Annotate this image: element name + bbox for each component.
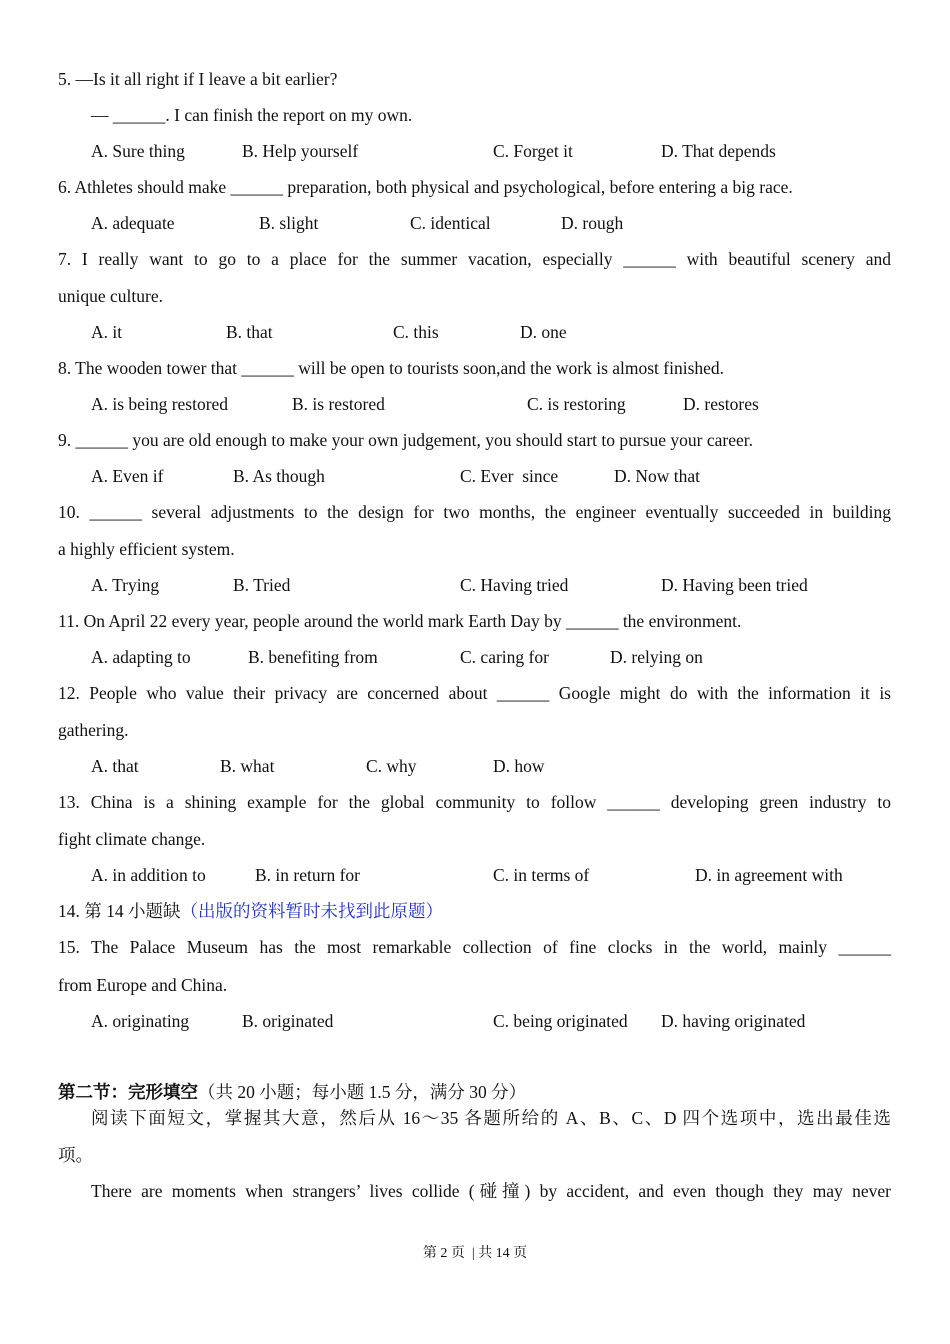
q7-option-a: A. it bbox=[91, 322, 123, 342]
q15-stem: 15. The Palace Museum has the most remarkable collection of fine clocks in the world, mainly ______ bbox=[58, 937, 891, 957]
q11-option-b: B. benefiting from bbox=[248, 647, 378, 667]
q8-option-d: D. restores bbox=[683, 394, 759, 414]
q15-option-a: A. originating bbox=[91, 1011, 190, 1031]
q15-option-b: B. originated bbox=[242, 1011, 334, 1031]
q9-option-b: B. As though bbox=[233, 466, 325, 486]
q13-option-a: A. in addition to bbox=[91, 865, 206, 885]
q7-option-d: D. one bbox=[520, 322, 567, 342]
q8-stem: 8. The wooden tower that ______ will be open to tourists soon,and the work is almost finished. bbox=[58, 358, 725, 378]
q12-option-d: D. how bbox=[493, 756, 545, 776]
q9-stem: 9. ______ you are old enough to make your own judgement, you should start to pursue your career. bbox=[58, 430, 753, 450]
q11-option-c: C. caring for bbox=[460, 647, 549, 667]
q6-option-b: B. slight bbox=[259, 213, 319, 233]
q15-option-d: D. having originated bbox=[661, 1011, 806, 1031]
q5-option-a: A. Sure thing bbox=[91, 141, 185, 161]
q5-stem: 5. —Is it all right if I leave a bit earlier? bbox=[58, 69, 338, 89]
q12-stem: 12. People who value their privacy are concerned about ______ Google might do with the information it is bbox=[58, 683, 891, 703]
q13-option-b: B. in return for bbox=[255, 865, 360, 885]
q10-option-b: B. Tried bbox=[233, 575, 291, 595]
q11-option-d: D. relying on bbox=[610, 647, 703, 667]
q13-option-d: D. in agreement with bbox=[695, 865, 843, 885]
q14-missing-note: （出版的资料暂时未找到此原题） bbox=[180, 901, 443, 921]
q8-option-a: A. is being restored bbox=[91, 394, 229, 414]
q12-option-a: A. that bbox=[91, 756, 139, 776]
q6-option-c: C. identical bbox=[410, 213, 491, 233]
q12-stem-2: gathering. bbox=[58, 720, 129, 740]
q8-option-b: B. is restored bbox=[292, 394, 385, 414]
q14-stem: 14. 第 14 小题缺 bbox=[58, 901, 181, 921]
q11-stem: 11. On April 22 every year, people around the world mark Earth Day by ______ the environment. bbox=[58, 611, 742, 631]
q10-option-d: D. Having been tried bbox=[661, 575, 808, 595]
q7-stem-2: unique culture. bbox=[58, 286, 163, 306]
q11-option-a: A. adapting to bbox=[91, 647, 191, 667]
q15-stem-2: from Europe and China. bbox=[58, 975, 228, 995]
q6-stem: 6. Athletes should make ______ preparation, both physical and psychological, before entering a big race. bbox=[58, 177, 793, 197]
page-footer: 第 2 页 | 共 14 页 bbox=[422, 1246, 528, 1261]
q10-option-a: A. Trying bbox=[91, 575, 160, 595]
q14-line bbox=[58, 900, 443, 922]
q7-option-b: B. that bbox=[226, 322, 273, 342]
q5-stem-2: — ______. I can finish the report on my own. bbox=[91, 105, 413, 125]
q6-option-d: D. rough bbox=[561, 213, 624, 233]
q6-option-a: A. adequate bbox=[91, 213, 175, 233]
q5-option-b: B. Help yourself bbox=[242, 141, 359, 161]
q12-option-c: C. why bbox=[366, 756, 417, 776]
q10-option-c: C. Having tried bbox=[460, 575, 569, 595]
q13-option-c: C. in terms of bbox=[493, 865, 590, 885]
passage-first-line: There are moments when strangers’ lives collide (碰撞) by accident, and even though they may never bbox=[91, 1181, 891, 1201]
q9-option-c: C. Ever since bbox=[460, 466, 559, 486]
q8-option-c: C. is restoring bbox=[527, 394, 626, 414]
q7-option-c: C. this bbox=[393, 322, 439, 342]
q15-option-c: C. being originated bbox=[493, 1011, 628, 1031]
section-2-instruction: 阅读下面短文，掌握其大意，然后从 16～35 各题所给的 A、B、C、D 四个选项中，选出最佳选 bbox=[91, 1108, 891, 1128]
section-2-heading: 第二节：完形填空 bbox=[58, 1082, 198, 1102]
q13-stem-2: fight climate change. bbox=[58, 829, 206, 849]
q10-stem: 10. ______ several adjustments to the design for two months, the engineer eventually succeeded in building bbox=[58, 502, 891, 522]
section-2-instruction-2: 项。 bbox=[58, 1145, 93, 1165]
q13-stem: 13. China is a shining example for the global community to follow ______ developing green industry to bbox=[58, 792, 891, 812]
q10-stem-2: a highly efficient system. bbox=[58, 539, 235, 559]
q9-option-a: A. Even if bbox=[91, 466, 164, 486]
q7-stem: 7. I really want to go to a place for the summer vacation, especially ______ with beautiful scenery and bbox=[58, 249, 891, 269]
q9-option-d: D. Now that bbox=[614, 466, 701, 486]
q12-option-b: B. what bbox=[220, 756, 275, 776]
section-2-heading-line bbox=[58, 1081, 526, 1103]
q5-option-c: C. Forget it bbox=[493, 141, 573, 161]
section-2-heading-note: （共 20 小题；每小题 1.5 分，满分 30 分） bbox=[198, 1082, 527, 1102]
q5-option-d: D. That depends bbox=[661, 141, 776, 161]
